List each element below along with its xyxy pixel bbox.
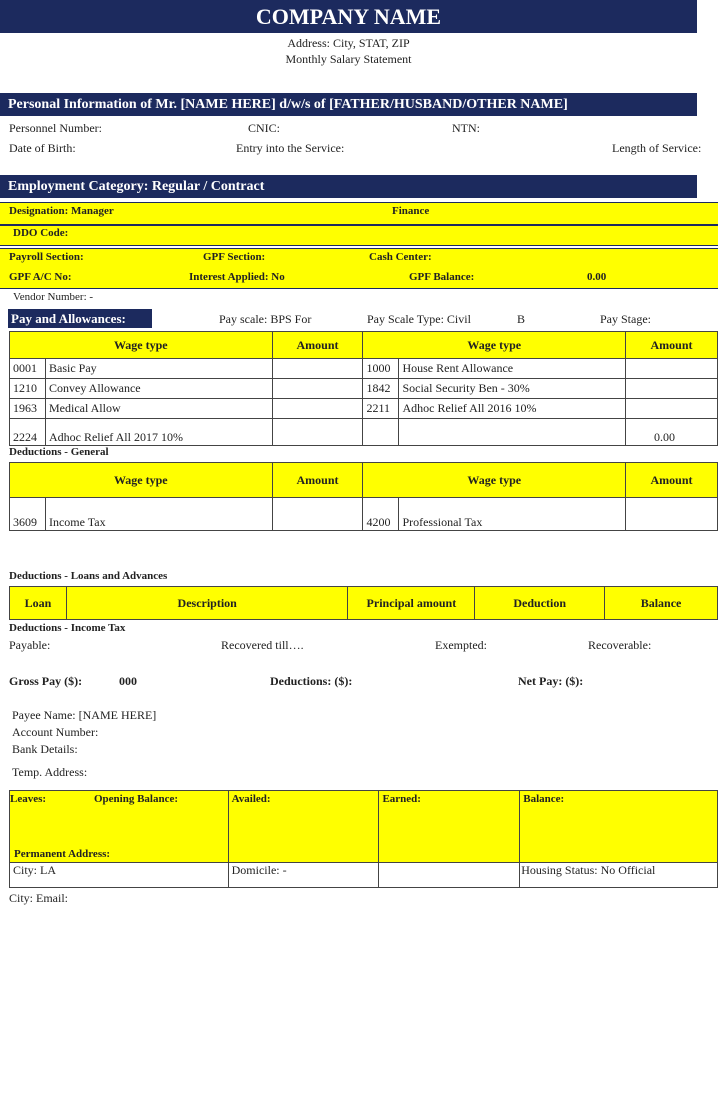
wage-description: Medical Allow — [45, 399, 272, 419]
gpf-ac-no: GPF A/C No: — [9, 271, 72, 283]
opening-balance-label: Opening Balance: — [94, 793, 179, 805]
gpf-section: GPF Section: — [203, 251, 266, 263]
wage-code: 2224 — [10, 419, 46, 446]
department: Finance — [392, 205, 430, 217]
wage-description — [399, 419, 626, 446]
amount-header: Amount — [272, 332, 363, 359]
pay-allowances-title — [8, 309, 152, 328]
wage-code: 1210 — [10, 379, 46, 399]
pay-allowances-table — [9, 331, 718, 446]
table-row — [10, 419, 718, 446]
wage-description: Adhoc Relief All 2016 10% — [399, 399, 626, 419]
company-address: Address: City, STAT, ZIP — [287, 36, 410, 50]
availed-label: Availed: — [228, 791, 379, 863]
wage-type-header: Wage type — [363, 463, 626, 498]
wage-description: Convey Allowance — [45, 379, 272, 399]
pay-scale-type: Pay Scale Type: Civil — [367, 312, 471, 326]
table-row — [10, 498, 718, 531]
wage-amount — [626, 399, 718, 419]
interest-applied: Interest Applied: No — [189, 271, 285, 283]
cnic: CNIC: — [248, 121, 281, 135]
deduction-code: 4200 — [363, 498, 399, 531]
deductions-general-title: Deductions - General — [9, 446, 109, 458]
pay-scale: Pay scale: BPS For — [219, 312, 312, 326]
amount-header: Amount — [626, 463, 718, 498]
leaves-label: Leaves: — [10, 793, 47, 805]
balance-label: Balance: — [520, 791, 718, 863]
description-header: Description — [66, 587, 348, 620]
company-header — [0, 0, 697, 33]
wage-code: 1963 — [10, 399, 46, 419]
personal-info-title — [0, 93, 697, 116]
city-email: City: Email: — [9, 891, 68, 905]
deduction-description: Professional Tax — [399, 498, 626, 531]
wage-amount: 0.00 — [626, 419, 718, 446]
empty-cell — [379, 863, 520, 888]
table-row — [10, 379, 718, 399]
personnel-number: Personnel Number: — [9, 121, 102, 135]
balance-header: Balance — [605, 587, 718, 620]
deductions-income-tax-title: Deductions - Income Tax — [9, 622, 126, 634]
personal-info-title-text: Personal Information of Mr. [NAME HERE] d/w/s of [FATHER/HUSBAND/OTHER NAME] — [8, 97, 568, 112]
gpf-balance: GPF Balance: — [409, 271, 475, 283]
ntn: NTN: — [452, 121, 480, 135]
temp-address: Temp. Address: — [12, 765, 88, 779]
wage-description: House Rent Allowance — [399, 359, 626, 379]
wage-amount — [272, 379, 363, 399]
employment-category-text: Employment Category: Regular / Contract — [8, 179, 265, 194]
leaves-cell — [10, 791, 229, 863]
housing-status: Housing Status: No Official — [520, 863, 718, 888]
date-of-birth: Date of Birth: — [9, 141, 76, 155]
payroll-band — [0, 248, 718, 289]
wage-amount — [626, 359, 718, 379]
wage-code: 2211 — [363, 399, 399, 419]
deduction-description: Income Tax — [45, 498, 272, 531]
wage-description: Basic Pay — [45, 359, 272, 379]
deductions-total-label: Deductions: ($): — [270, 674, 353, 688]
vendor-number: Vendor Number: - — [13, 291, 94, 303]
loan-header: Loan — [10, 587, 67, 620]
wage-type-header: Wage type — [10, 463, 273, 498]
city-value: City: LA — [10, 863, 229, 888]
wage-code: 1000 — [363, 359, 399, 379]
domicile-value: Domicile: - — [228, 863, 379, 888]
deductions-general-table — [9, 462, 718, 531]
pay-allowances-text: Pay and Allowances: — [11, 311, 126, 326]
deductions-loans-title: Deductions - Loans and Advances — [9, 570, 168, 582]
exempted: Exempted: — [435, 638, 487, 652]
deduction-amount — [272, 498, 363, 531]
amount-header: Amount — [626, 332, 718, 359]
leaves-table — [9, 790, 718, 888]
recoverable: Recoverable: — [588, 638, 652, 652]
wage-amount — [272, 359, 363, 379]
wage-amount — [626, 379, 718, 399]
ddo-code: DDO Code: — [13, 227, 69, 239]
deduction-amount — [626, 498, 718, 531]
wage-amount — [272, 419, 363, 446]
payee-name: Payee Name: [NAME HERE] — [12, 708, 157, 722]
net-pay-label: Net Pay: ($): — [518, 674, 584, 688]
earned-label: Earned: — [379, 791, 520, 863]
gross-pay-value: 000 — [119, 674, 137, 688]
permanent-address-label: Permanent Address: — [14, 848, 111, 860]
principal-amount-header: Principal amount — [348, 587, 475, 620]
loans-table — [9, 586, 718, 620]
wage-code — [363, 419, 399, 446]
wage-type-header: Wage type — [10, 332, 273, 359]
cash-center: Cash Center: — [369, 251, 432, 263]
wage-description: Adhoc Relief All 2017 10% — [45, 419, 272, 446]
table-row — [10, 399, 718, 419]
recovered-till: Recovered till…. — [221, 638, 304, 652]
gpf-balance-value: 0.00 — [587, 271, 607, 283]
employment-category-title — [0, 175, 697, 198]
table-row — [10, 359, 718, 379]
wage-amount — [272, 399, 363, 419]
payroll-section: Payroll Section: — [9, 251, 84, 263]
amount-header: Amount — [272, 463, 363, 498]
pay-stage: Pay Stage: — [600, 312, 651, 326]
length-of-service: Length of Service: — [612, 141, 702, 155]
deduction-header: Deduction — [475, 587, 605, 620]
ddo-band — [0, 225, 718, 246]
statement-title: Monthly Salary Statement — [285, 52, 412, 66]
entry-into-service: Entry into the Service: — [236, 141, 345, 155]
gross-pay-label: Gross Pay ($): — [9, 674, 83, 688]
bank-details: Bank Details: — [12, 742, 78, 756]
wage-code: 0001 — [10, 359, 46, 379]
payable: Payable: — [9, 638, 51, 652]
wage-description: Social Security Ben - 30% — [399, 379, 626, 399]
account-number: Account Number: — [12, 725, 99, 739]
wage-code: 1842 — [363, 379, 399, 399]
deduction-code: 3609 — [10, 498, 46, 531]
table-row — [10, 863, 718, 888]
designation: Designation: Manager — [9, 205, 114, 217]
pay-scale-b: B — [517, 312, 526, 326]
company-name: COMPANY NAME — [255, 4, 442, 29]
wage-type-header: Wage type — [363, 332, 626, 359]
